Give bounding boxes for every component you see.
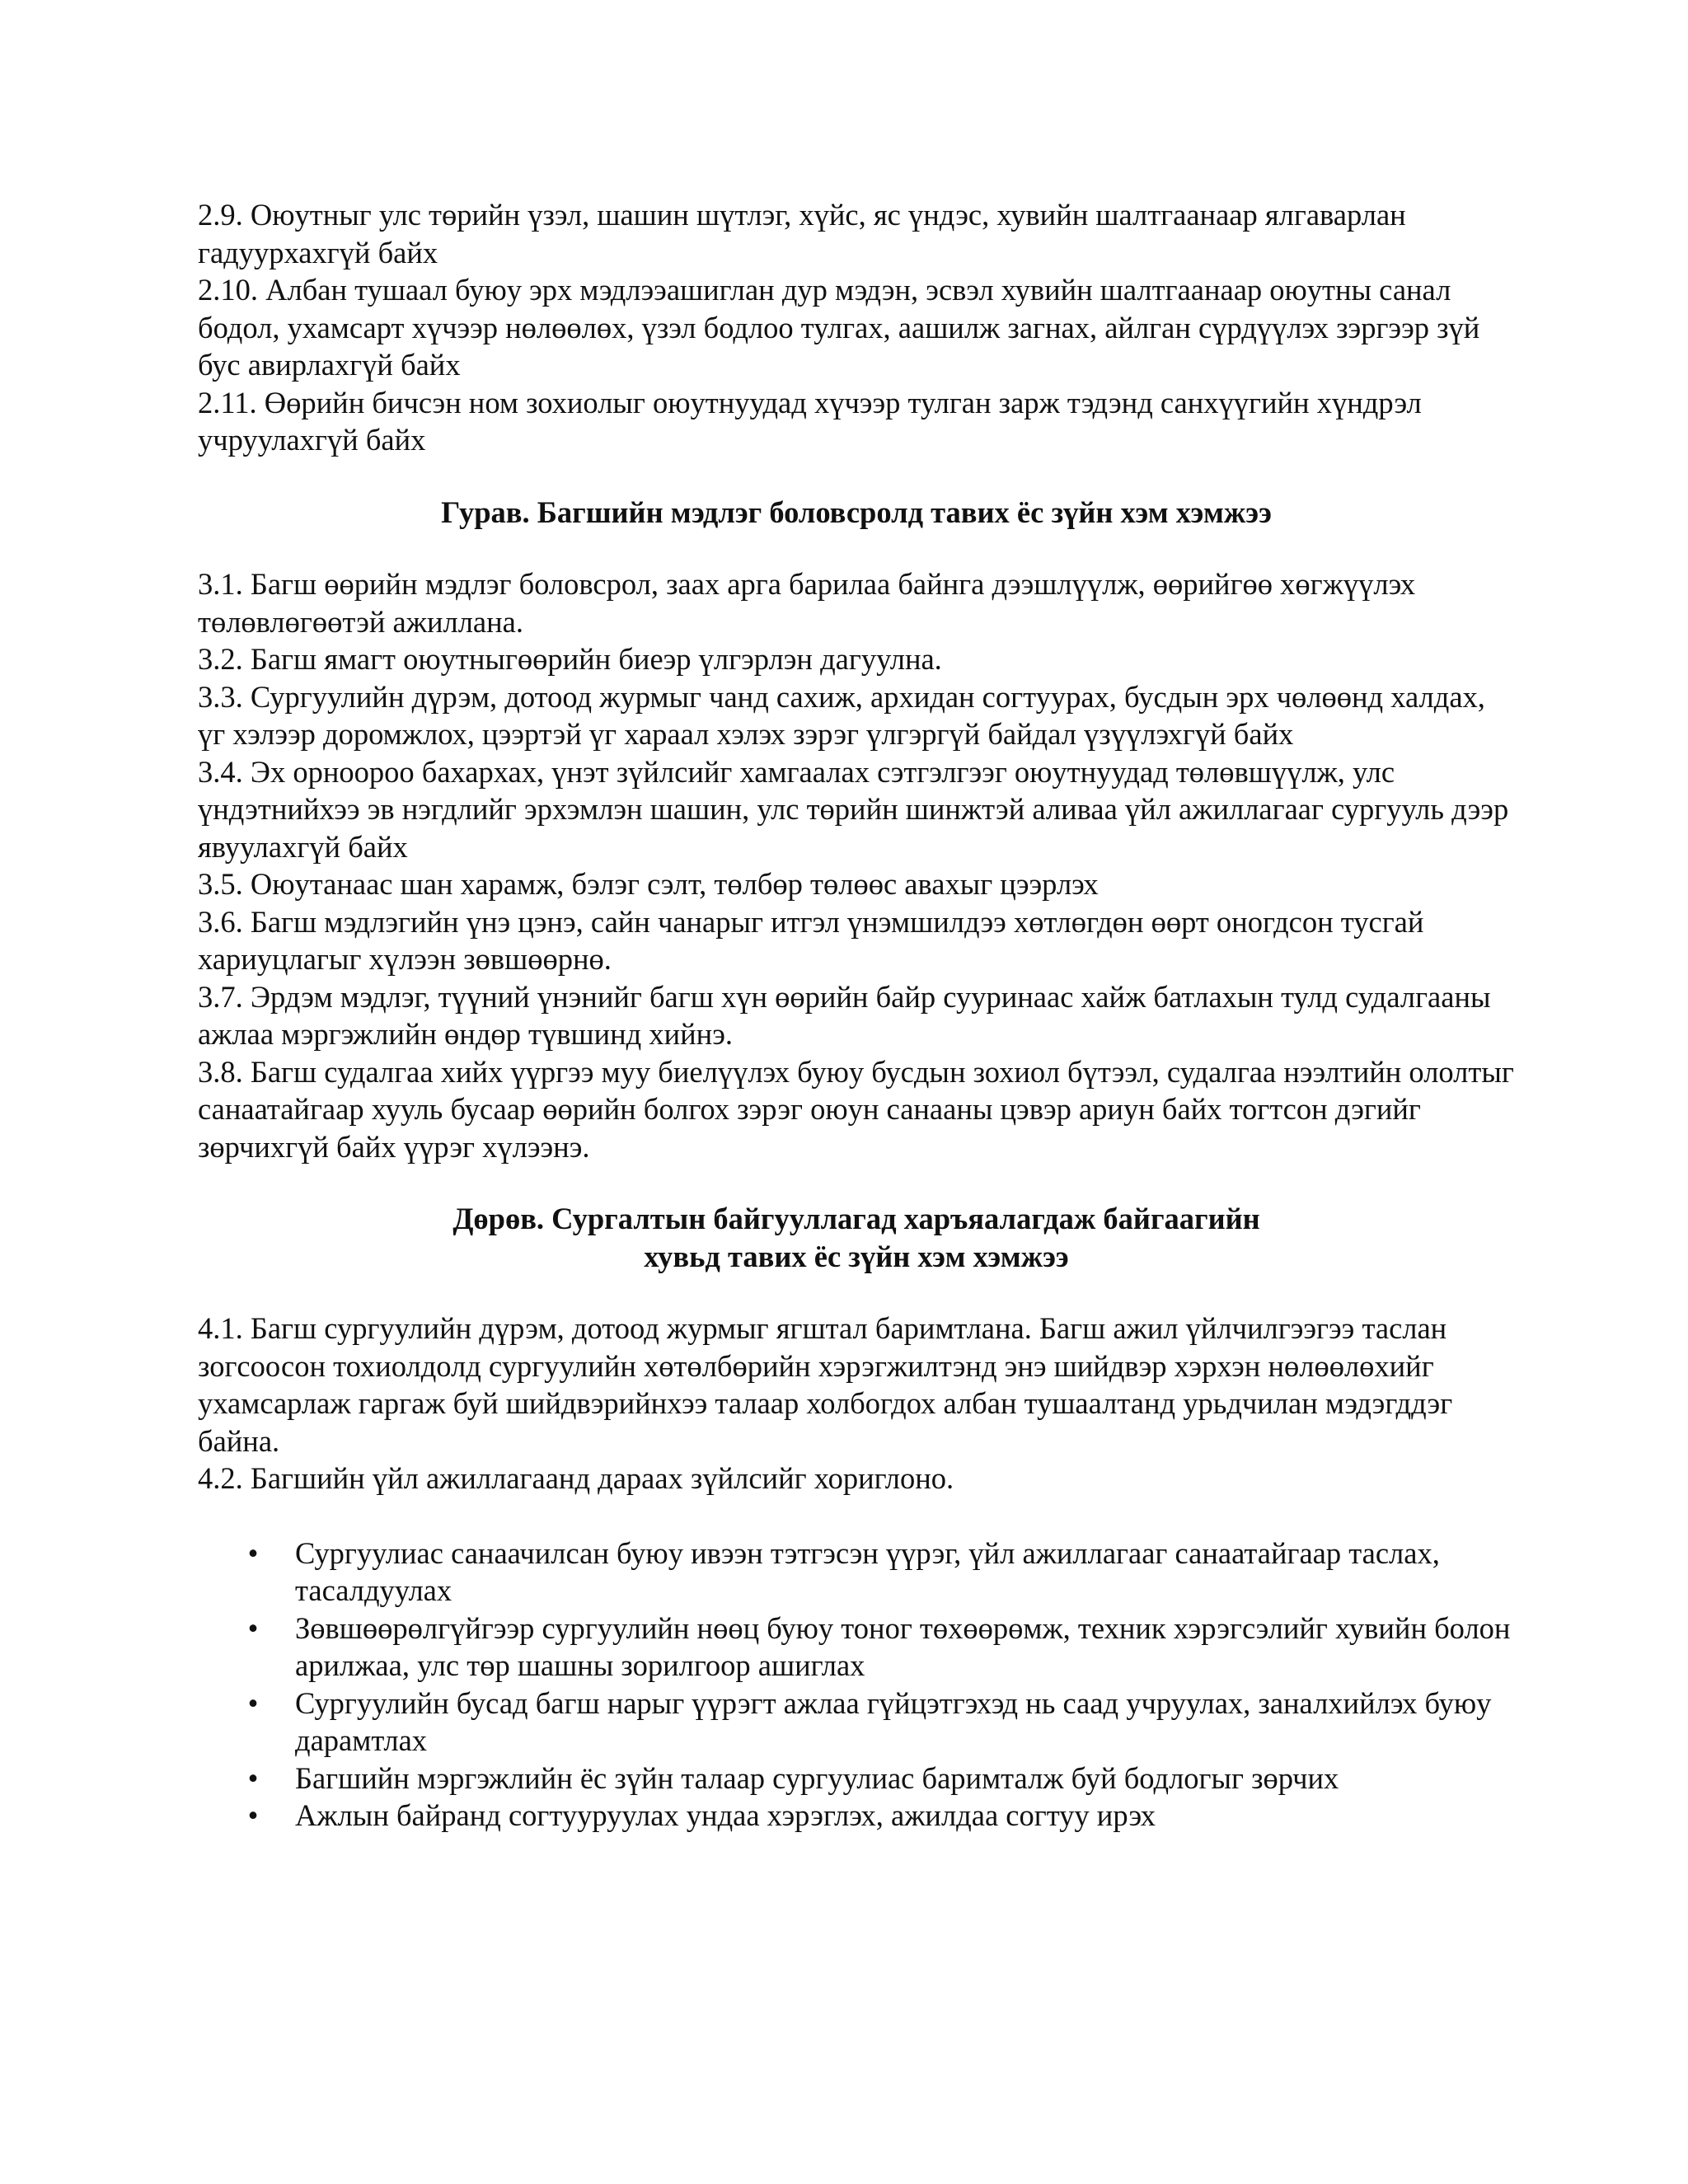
list-item-text: Сургуулиас санаачилсан буюу ивээн тэтгэсэн үүрэг, үйл ажиллагааг санаатайгаар таслах, тасалдуулах	[295, 1535, 1440, 1607]
clause-3-5: 3.5. Оюутанаас шан харамж, бэлэг сэлт, төлбөр төлөөс авахыг цээрлэх	[198, 867, 1099, 901]
clause-2-11: 2.11. Өөрийн бичсэн ном зохиолыг оюутнуудад хүчээр тулган зарж тэдэнд санхүүгийн хүндрэл учруулахгүй байх	[198, 385, 1422, 457]
section-4-body	[198, 1310, 1515, 1497]
clause-3-3: 3.3. Сургуулийн дүрэм, дотоод журмыг чанд сахиж, архидан согтуурах, бусдын эрх чөлөөнд халдах, үг хэлээр доромжлох, цээртэй үг хараал хэлэх зэрэг үлгэргүй байдал үзүүлэхгүй байх	[198, 679, 1485, 751]
clause-3-1: 3.1. Багш өөрийн мэдлэг боловсрол, заах арга барилаа байнга дээшлүүлж, өөрийгөө хөгжүүлэх төлөвлөгөөтэй ажиллана.	[198, 567, 1416, 639]
list-item	[198, 1535, 1515, 1610]
section-4-heading-line-2: хувьд тавих ёс зүйн хэм хэмжээ	[644, 1239, 1069, 1273]
bullet-icon: •	[247, 1685, 259, 1720]
clause-3-6: 3.6. Багш мэдлэгийн үнэ цэнэ, сайн чанарыг итгэл үнэмшилдээ хөтлөгдөн өөрт оногдсон тусгай хариуцлагыг хүлээн зөвшөөрнө.	[198, 904, 1424, 976]
section-3-body	[198, 565, 1515, 1165]
clause-3-8: 3.8. Багш судалгаа хийх үүргээ муу биелүүлэх буюу бусдын зохиол бүтээл, судалгаа нээлтийн ололтыг санаатайгаар хууль бусаар өөрийн болгох зэрэг оюун санааны цэвэр ариун байх тогтсон дэгийг зөрчихгүй байх үүрэг хүлээнэ.	[198, 1054, 1514, 1164]
clause-3-4: 3.4. Эх орноороо бахархах, үнэт зүйлсийг хамгаалах сэтгэлгээг оюутнуудад төлөвшүүлж, улс үндэтнийхээ эв нэгдлийг эрхэмлэн шашин, улс төрийн шинжтэй аливаа үйл ажиллагааг сургууль дээр явуулахгүй байх	[198, 754, 1509, 864]
bullet-icon: •	[247, 1760, 259, 1795]
section-2-continuation	[198, 196, 1515, 459]
clause-3-7: 3.7. Эрдэм мэдлэг, түүний үнэнийг багш хүн өөрийн байр сууринаас хайж батлахын тулд судалгааны ажлаа мэргэжлийн өндөр түвшинд хийнэ.	[198, 979, 1491, 1051]
list-item	[198, 1797, 1515, 1835]
clause-2-10: 2.10. Албан тушаал буюу эрх мэдлээашиглан дур мэдэн, эсвэл хувийн шалтгаанаар оюутны санал бодол, ухамсарт хүчээр нөлөөлөх, үзэл бодлоо тулгах, аашилж загнах, айлган сүрдүүлэх зэргээр зүй бус авирлахгүй байх	[198, 273, 1480, 382]
list-item-text: Багшийн мэргэжлийн ёс зүйн талаар сургуулиас баримталж буй бодлогыг зөрчих	[295, 1760, 1339, 1795]
section-3-heading: Гурав. Багшийн мэдлэг боловсролд тавих ёс зүйн хэм хэмжээ	[441, 494, 1272, 529]
prohibited-actions-list	[198, 1535, 1515, 1835]
clause-2-9: 2.9. Оюутныг улс төрийн үзэл, шашин шүтлэг, хүйс, яс үндэс, хувийн шалтгаанаар ялгаварлан гадуурхахгүй байх	[198, 198, 1406, 269]
list-item-text: Сургуулийн бусад багш нарыг үүрэгт ажлаа гүйцэтгэхэд нь саад учруулах, заналхийлэх буюу дарамтлах	[295, 1685, 1492, 1757]
clause-3-2: 3.2. Багш ямагт оюутныгөөрийн биеэр үлгэрлэн дагуулна.	[198, 642, 942, 676]
list-item	[198, 1760, 1515, 1797]
clause-4-1: 4.1. Багш сургуулийн дүрэм, дотоод журмыг ягштал баримтлана. Багш ажил үйлчилгээгээ таслан зогсоосон тохиолдолд сургуулийн хөтөлбөрийн хэрэгжилтэнд энэ шийдвэр хэрхэн нөлөөлөхийг ухамсарлаж гаргаж буй шийдвэрийнхээ талаар холбогдох албан тушаалтанд урьдчилан мэдэгддэг байна.	[198, 1311, 1453, 1458]
bullet-icon: •	[247, 1798, 259, 1832]
bullet-icon: •	[247, 1535, 259, 1570]
list-item	[198, 1685, 1515, 1760]
bullet-icon: •	[247, 1610, 259, 1645]
list-item-text: Зөвшөөрөлгүйгээр сургуулийн нөөц буюу тоног төхөөрөмж, техник хэрэгсэлийг хувийн болон арилжаа, улс төр шашны зорилгоор ашиглах	[295, 1610, 1511, 1682]
section-4-heading-line-1: Дөрөв. Сургалтын байгууллагад харъяалагдаж байгаагийн	[452, 1202, 1260, 1235]
clause-4-2: 4.2. Багшийн үйл ажиллагаанд дараах зүйлсийг хориглоно.	[198, 1461, 954, 1495]
section-4-heading	[198, 1200, 1515, 1275]
list-item-text: Ажлын байранд согтууруулах ундаа хэрэглэх, ажилдаа согтуу ирэх	[295, 1798, 1156, 1832]
list-item	[198, 1610, 1515, 1685]
